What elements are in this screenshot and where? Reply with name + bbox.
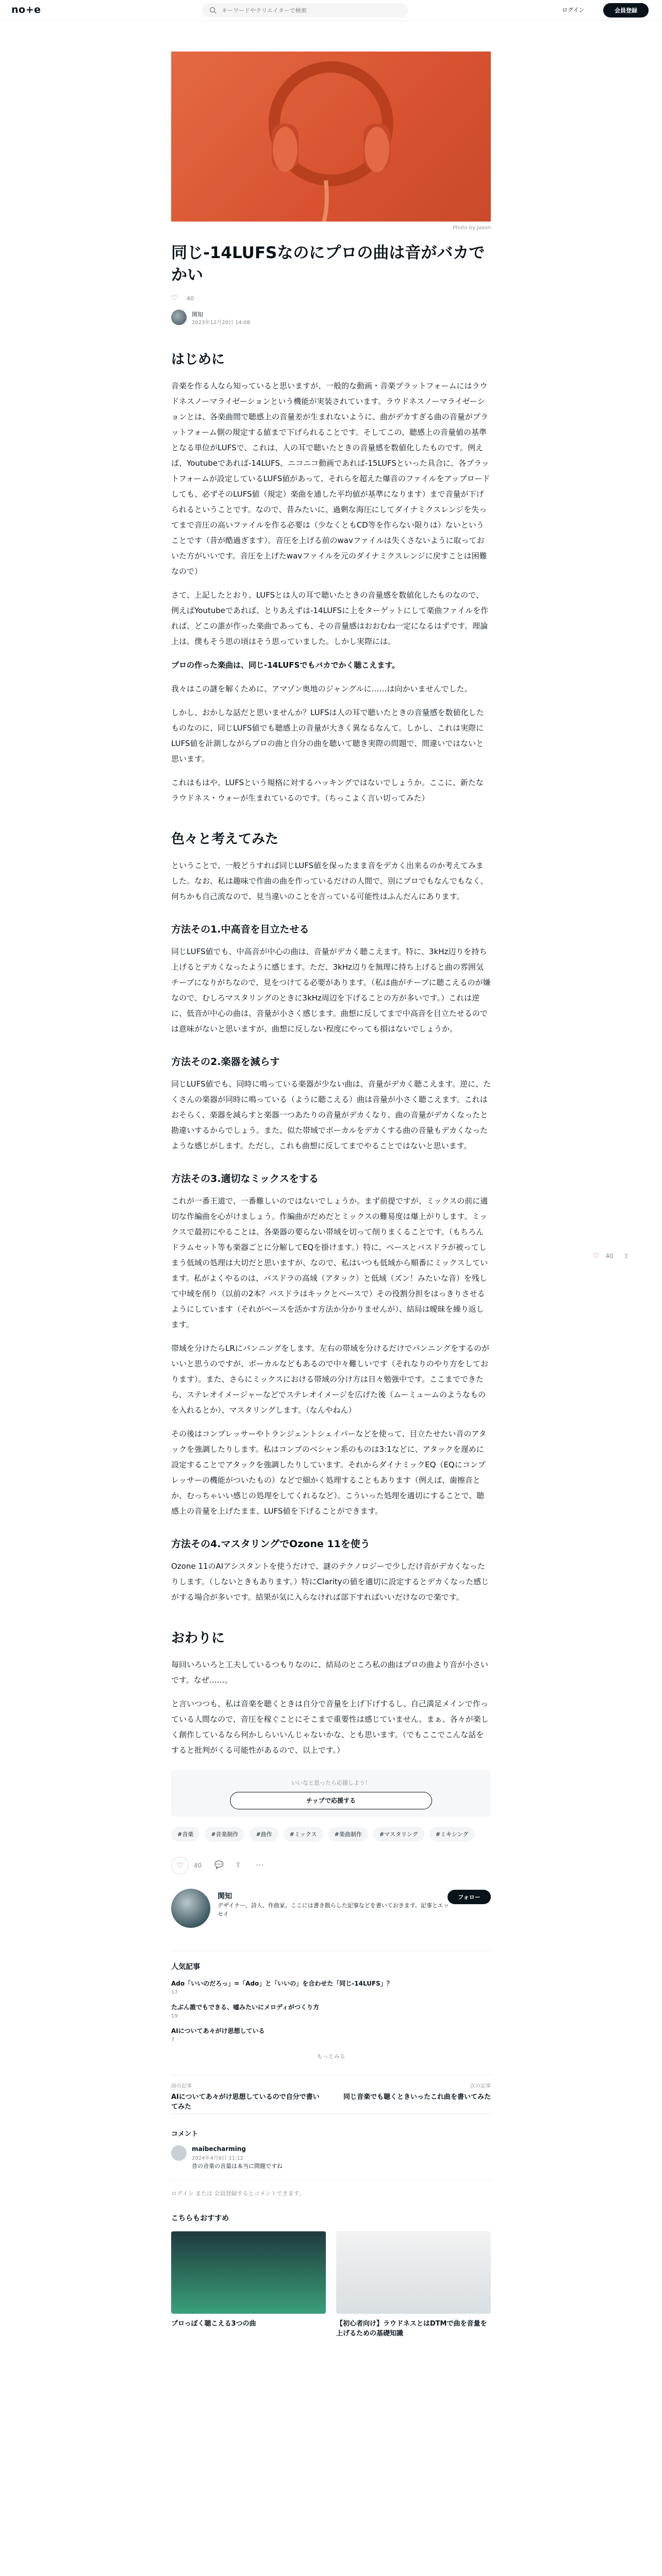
paragraph: しかし、おかしな話だと思いませんか？LUFSは人の耳で聴いたときの音量感を数値化したものなのに、同じLUFS値でも聴感上の音量が大きく異なるなんて。しかし、これは実際にLUFS値を計測しながらプロの曲と自分の曲を聴いて聴き実際の問題で、間違いではないと思います。 [171,707,484,764]
signup-button[interactable]: 会員登録 [603,3,649,18]
prev-title: AIについてあ々がけ思想しているので自分で書いてみた [171,2093,320,2111]
paragraph: Ozone 11のAIアシスタントを使うだけで、謎のテクノロジーで少しだけ音がデカくなったりします。（しないときもあります。）特にClarityの値を適切に設定するとデカくなった感じがする場合が多いです。結果が気に入らなければ部下すればいいだけなので楽です。 [171,1561,489,1602]
support-title: いいなと思ったら応援しよう！ [291,1779,371,1786]
tag[interactable]: #楽曲制作 [328,1827,368,1841]
tag[interactable]: #音楽制作 [205,1827,244,1841]
photo-credit[interactable]: Photo by Jason [453,225,491,231]
article [171,52,491,2339]
popular-item[interactable]: Ado「いいのだろっ」=「Ado」と「いいの」を合わせた「同じ-14LUFS」？ [171,1979,393,1987]
support-box [171,1770,491,1817]
tag[interactable]: #曲作 [250,1827,278,1841]
prev-label: 前の記事 [171,2083,192,2089]
more-icon[interactable]: ⋯ [256,1859,264,1870]
subsection-heading: 方法その4.マスタリングでOzone 11を使う [171,1538,370,1550]
search-input[interactable] [222,6,402,15]
comment-item [171,2145,491,2173]
paragraph: 帯域を分けたらLRにパンニングをします。左右の帯域を分けるだけでパンニングをするのがいいと思うのですが、ボーカルなどもあるので中々難しいです（それなりのやり方をしております）。また、さらにミックスにおける帯域の分け方は日々勉強中です。ここまでできたら、ステレオイメージャーなどでステレオイメージを広げた後（ムーミュームのようなものを入れるとか）、マスタリングします。（なんやねん） [171,1343,489,1415]
creator-name[interactable]: 関知 [218,1892,232,1901]
headphones-illustration [171,52,491,222]
heart-icon[interactable]: ♡ [171,294,178,302]
paragraph: これが一番王道で、一番難しいのではないでしょうか。まず前提ですが、ミックスの前に適切な作編曲を心がけましょう。作編曲がだめだとミックスの難易度は爆上がりします。ミックスで最初にやることは、各楽器の要らない帯域を切って削りまくることです。（もちろんドラムセット等も楽器ごとに分解してEQを掛けます。）特に、ベースとバスドラが被ってしまう低域の処理は大切だと思いますが、なので、私はいつも低域から順番にミックスしています。私がよくやるのは、バスドラの高域（アタック）と低域（ズン！みたいな音）を残して中域を削り（以前の2本？バスドラはキックとベースで）その役割分担をはっきりさせるようにしています（それがベースを活かす方法か分かりませんが）、結局は曖昧を繰り返します。 [171,1196,488,1329]
like-count: 40 [187,295,194,302]
paragraph: 同じLUFS値でも、中高音が中心の曲は、音量がデカく聴こえます。特に、3kHz辺りを持ち上げるとデカくなったように感じます。ただ、3kHz辺りを無理に持ち上げると曲の雰囲気チープになりがちなので、見をつけてる必要があります。（私は曲がチープに聴こえるのが嫌なので、むしろマスタリングのときに3kHz周辺を下げることの方が多いです。）これは逆に、低音が中心の曲は、音量が小さく感じます。曲想に反してまで中高音を目立たせるのでは意味がないと思いますが、曲想に反しない程度にやっても損はないでしょうか。 [171,946,491,1033]
publish-date: 2023年12月20日 14:08 [192,319,250,326]
comments-heading: コメント [171,2130,198,2138]
popular-likes: 17 [171,1989,178,1995]
next-label: 次の記事 [470,2083,491,2089]
paragraph: その後はコンプレッサーやトランジェントシェイパーなどを使って、目立たせたい音のアタックを強調したりします。私はコンプのベシャン系のものは3:1などに、アタックを遅めに設定することでアタックを強調したりしています。それからダイナミックEQ（EQにコンプレッサーの機能がついたもの）などで細かく処理することもあります（例えば、歯擦音とか、むっちゃいい感じの処理をしてくれるなど）。こういった処理を適切にすることで、聴感上の音量を上げたまま、LUFS値を下げることができます。 [171,1429,487,1516]
tag[interactable]: #マスタリング [373,1827,424,1841]
action-bar [171,1857,491,1875]
subsection-heading: 方法その2.楽器を減らす [171,1056,280,1067]
search-icon [209,7,217,14]
like-count: 40 [605,1252,614,1260]
creator-bio: デザイナー、詩人、作曲家。ここには書き散らした記事などを書いておきます。記事とエッセイ [218,1902,449,1918]
paragraph: 毎回いろいろと工夫しているつもりなのに、結局のところ私の曲はプロの曲より音が小さいです。なぜ……。 [171,1659,488,1685]
tag[interactable]: #ミキシング [429,1827,475,1841]
commenter-avatar[interactable] [171,2145,187,2161]
heart-icon: ♡ [593,1252,600,1260]
paragraph: さて、上記したとおり、LUFSとは人の耳で聴いたときの音量感を数値化したものなので、例えばYoutubeであれば、とりあえずは-14LUFSに上をターゲットにして楽曲ファイルを作れば、どこの誰が作った楽曲であっても、その音量感はおおむね一定になるはずです。理論上は。僕もそう思の頃はそう思っていました。しかし実際には。 [171,590,489,646]
card-thumbnail [336,2231,491,2314]
popular-item[interactable]: たぶん誰でもできる、嘘みたいにメロディがつくり方 [171,2003,320,2011]
like-count: 40 [194,1861,202,1869]
tag[interactable]: #音楽 [171,1827,200,1841]
like-button[interactable] [171,1857,189,1874]
author-row [171,310,491,326]
popular-title: 人気記事 [171,1951,491,1972]
login-to-comment[interactable]: ログイン または 会員登録するとコメントできます。 [171,2180,491,2197]
card-title: プロっぽく聴こえる3つの曲 [171,2319,256,2328]
section-heading: はじめに [171,351,225,367]
author-name[interactable]: 関知 [192,311,203,318]
tag-list [171,1827,491,1841]
comment-date: 2024年4月6日 11:12 [192,2155,244,2161]
next-title: 同じ音楽でも聴くときいったこれ曲を書いてみた [343,2093,491,2101]
share-icon[interactable]: ⇪ [623,1252,629,1260]
recommended-card[interactable] [336,2231,491,2339]
paragraph: と言いつつも、私は音楽を聴くときは自分で音量を上げ下げするし、自己満足メインで作っている人間なので、音圧を稼ぐことにそこまで重要性は感じていません。まぁ、各々が楽しく創作しているなら何かしらいいんじゃないかな、とも思います。（でもここでこんな話をすると批判がくる可能性があるので、以上です。） [171,1699,489,1755]
card-title: 【初心者向け】ラウドネスとはDTMで曲を音量を上げるための基礎知識 [336,2319,487,2338]
creator-avatar[interactable] [171,1889,210,1928]
comment-text: 昔の音楽の音量は本当に問題ですね [192,2162,283,2170]
author-avatar[interactable] [171,310,187,325]
paragraph: 音楽を作る人なら知っていると思いますが、一般的な動画・音楽プラットフォームにはラウドネスノーマライゼーションという機能が実装されています。ラウドネスノーマライゼーションとは、各楽曲間で聴感上の音量差が生まれないように、曲がデカすぎる曲の音量がプラットフォーム側の規定する値まで下げられることです。そしてこの、聴感上の音量値の基準となる単位がLUFSで、これは、人の耳で聴いたときの音量感を数値化したものです。例えば、Youtubeであれば-14LUFS、ニコニコ動画であれば-15LUFSといった具合に、各プラットフォームが設定しているLUFS値があって、それらを超えた爆音のファイルをアップロードしても、必ずそのLUFS値（規定）楽曲を通した平均値が基準になります）まで音量が下げられるということです。なので、昔みたいに、過剰な海圧にしてダイナミクスレンジを失ってまで音圧の高いファイルを作る必要は（少なくともCD等を作らない限りは）ないということです（昔が酷過ぎます）。音圧を上げる前のwavファイルは失くさないように取っておいた方がいいです。音圧を上げたwavファイルを元のダイナミクスレンジに戻すことは困難なので） [171,381,490,576]
section-heading: 色々と考えてみた [171,831,279,847]
paragraph: これはもはや、LUFSという規格に対するハッキングではないでしょうか。ここに、新たなラウドネス・ウォーが生まれているのです。（ちっこよく言い切ってみた） [171,777,484,803]
recommended-list [171,2231,491,2339]
like-meta [171,294,491,304]
more-link[interactable]: もっとみる [317,2053,345,2060]
subsection-heading: 方法その3.適切なミックスをする [171,1173,319,1184]
tip-button[interactable]: チップで応援する [230,1792,432,1809]
article-navigation [171,2075,491,2114]
floating-like[interactable] [593,1252,644,1267]
section-heading: おわりに [171,1630,225,1646]
share-icon[interactable]: ⇪ [235,1860,241,1869]
next-article[interactable] [341,2081,491,2103]
site-header [0,0,662,21]
article-title: 同じ-14LUFSなのにプロの曲は音がバカでかい [171,244,485,285]
paragraph: 同じLUFS値でも、同時に鳴っている楽器が少ない曲は、音量がデカく聴こえます。逆に、たくさんの楽器が同時に鳴っている（ように聴こえる）曲は音量が小さく聴こえます。これはおそらく、楽器を減らすと楽器一つあたりの音量がデカくなり、曲の音量がデカくなったと勘違いするからでしょう。また、似た帯域でボーカルをデカくする曲の音量もデカくなったような感じがします。ただし、これも曲想に反してまでやることではないと思います。 [171,1079,491,1150]
search-box[interactable] [202,3,408,18]
recommended-card[interactable] [171,2231,326,2339]
paragraph: 我々はこの謎を解くために、アマゾン奥地のジャングルに……は向かいませんでした。 [171,684,472,693]
comment-icon[interactable]: 💬 [214,1860,224,1869]
heart-icon: ♡ [176,1860,184,1870]
tag[interactable]: #ミックス [284,1827,323,1841]
popular-item[interactable]: AIについてあ々がけ思想している [171,2027,265,2035]
subsection-heading: 方法その1.中高音を目立たせる [171,923,309,935]
popular-likes: 19 [171,2013,178,2019]
creator-profile [171,1889,491,1945]
logo[interactable]: no+e [11,4,41,15]
card-thumbnail [171,2231,326,2314]
commenter-name[interactable]: maibecharming [192,2145,246,2153]
hero-image [171,52,491,222]
login-link[interactable]: ログイン [562,7,585,13]
recommended-title: こちらもおすすめ [171,2214,229,2223]
paragraph: ということで、一般どうすれば同じLUFS値を保ったまま音をデカく出来るのか考えてみました。なお、私は趣味で作曲の曲を作っているだけの人間で、別にプロでもなんでもなく、何ちかも自己流なので、見当違いのことを言っている可能性はふんだんにあります。 [171,860,488,901]
popular-likes: 7 [171,2037,175,2043]
bold-paragraph: プロの作った楽曲は、同じ-14LUFSでもバカでかく聴こえます。 [171,660,400,670]
prev-article[interactable] [171,2081,321,2112]
follow-button[interactable]: フォロー [448,1890,491,1904]
